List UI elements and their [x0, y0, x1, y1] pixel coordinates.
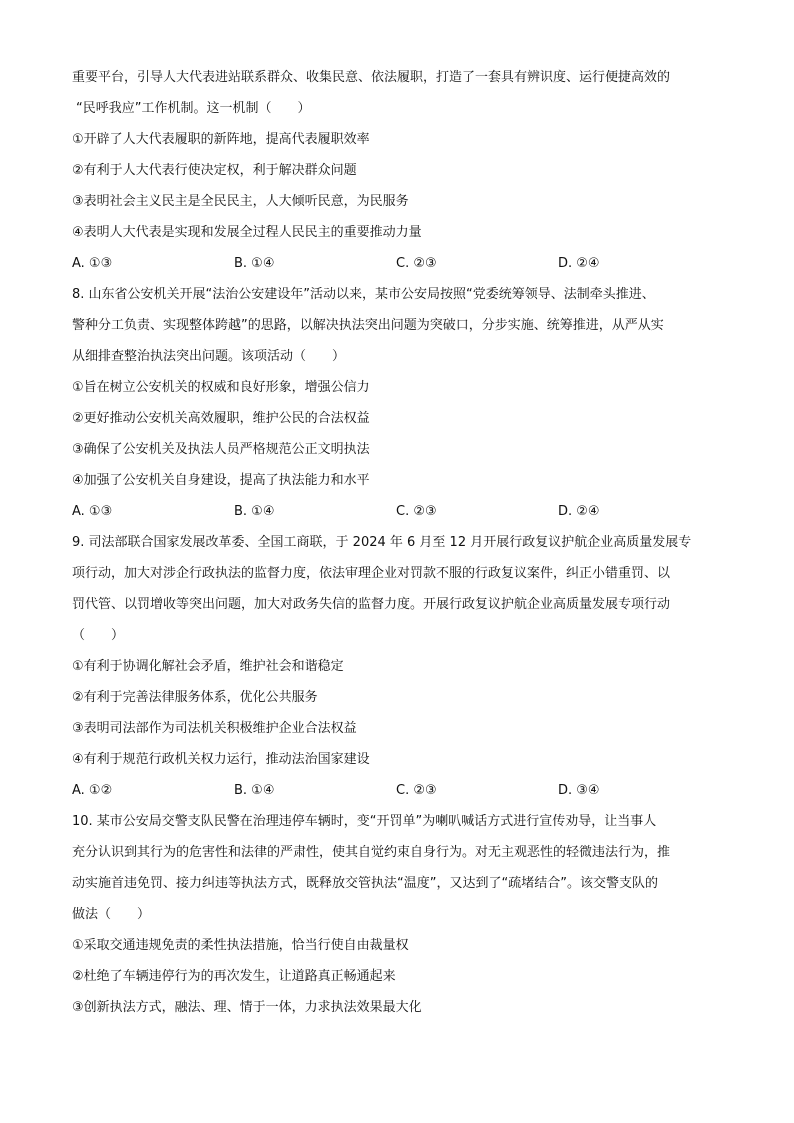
q9-option-2: ②有利于完善法律服务体系，优化公共服务: [72, 690, 318, 705]
q10-stem-line-4: 做法（ ）: [72, 907, 151, 922]
q7-option-2: ②有利于人大代表行使决定权，利于解决群众问题: [72, 163, 357, 178]
q8-option-4: ④加强了公安机关自身建设，提高了执法能力和水平: [72, 473, 370, 488]
q10-option-1: ①采取交通违规免责的柔性执法措施，恰当行使自由裁量权: [72, 938, 409, 953]
q8-option-2: ②更好推动公安机关高效履职，维护公民的合法权益: [72, 411, 370, 426]
q8-option-1: ①旨在树立公安机关的权威和良好形象，增强公信力: [72, 380, 370, 395]
q8-option-3: ③确保了公安机关及执法人员严格规范公正文明执法: [72, 442, 370, 457]
q10-option-3: ③创新执法方式，融法、理、情于一体，力求执法效果最大化: [72, 1000, 422, 1015]
q9-stem-line-3: 罚代管、以罚增收等突出问题，加大对政务失信的监督力度。开展行政复议护航企业高质量发展专项行动: [72, 597, 671, 612]
q10-stem-line-2: 充分认识到其行为的危害性和法律的严肃性，使其自觉约束自身行为。对无主观恶性的轻微违法行为，推: [72, 845, 671, 860]
q8-choice-d: D. ②④: [558, 504, 600, 519]
q8-stem-line-1: 8. 山东省公安机关开展“法治公安建设年”活动以来，某市公安局按照“党委统筹领导、法制牵头推进、: [72, 287, 655, 302]
q10-stem-line-1: 10. 某市公安局交警支队民警在治理违停车辆时，变“开罚单”为喇叭喊话方式进行宣传劝导，让当事人: [72, 814, 657, 829]
q7-choice-b: B. ①④: [234, 256, 275, 271]
q9-stem-line-1: 9. 司法部联合国家发展改革委、全国工商联，于 2024 年 6 月至 12 月开展行政复议护航企业高质量发展专: [72, 535, 692, 550]
q9-option-3: ③表明司法部作为司法机关积极维护企业合法权益: [72, 721, 357, 736]
q8-stem-line-3: 从细排查整治执法突出问题。该项活动（ ）: [72, 349, 346, 364]
q9-choices: [72, 775, 722, 806]
q9-choice-a: A. ①②: [72, 783, 113, 798]
q9-choice-d: D. ③④: [558, 783, 600, 798]
q7-choice-d: D. ②④: [558, 256, 600, 271]
q8-choice-c: C. ②③: [396, 504, 437, 519]
q9-choice-c: C. ②③: [396, 783, 437, 798]
q9-stem-line-2: 项行动，加大对涉企行政执法的监督力度，依法审理企业对罚款不服的行政复议案件，纠正小错重罚、以: [72, 566, 671, 581]
q7-stem-line-2: “民呼我应”工作机制。这一机制（ ）: [76, 101, 311, 116]
q10-stem-line-3: 动实施首违免罚、接力纠违等执法方式，既释放交管执法“温度”，又达到了“疏堵结合”。该交警支队的: [72, 876, 658, 891]
q7-option-3: ③表明社会主义民主是全民民主，人大倾听民意，为民服务: [72, 194, 409, 209]
q10-option-2: ②杜绝了车辆违停行为的再次发生，让道路真正畅通起来: [72, 969, 396, 984]
q8-choices: [72, 496, 722, 527]
q8-choice-a: A. ①③: [72, 504, 113, 519]
q7-choices: [72, 248, 722, 279]
q9-option-4: ④有利于规范行政机关权力运行，推动法治国家建设: [72, 752, 370, 767]
q8-choice-b: B. ①④: [234, 504, 275, 519]
q7-choice-c: C. ②③: [396, 256, 437, 271]
q9-option-1: ①有利于协调化解社会矛盾，维护社会和谐稳定: [72, 659, 344, 674]
q9-stem-line-4: （ ）: [72, 628, 125, 643]
q7-choice-a: A. ①③: [72, 256, 113, 271]
q9-choice-b: B. ①④: [234, 783, 275, 798]
q7-stem-line-1: 重要平台，引导人大代表进站联系群众、收集民意、依法履职，打造了一套具有辨识度、运行便捷高效的: [72, 70, 671, 85]
q7-option-4: ④表明人大代表是实现和发展全过程人民民主的重要推动力量: [72, 225, 422, 240]
q7-option-1: ①开辟了人大代表履职的新阵地，提高代表履职效率: [72, 132, 370, 147]
document-page: [72, 62, 722, 1023]
q8-stem-line-2: 警种分工负责、实现整体跨越”的思路，以解决执法突出问题为突破口，分步实施、统筹推进，从严从实: [72, 318, 664, 333]
